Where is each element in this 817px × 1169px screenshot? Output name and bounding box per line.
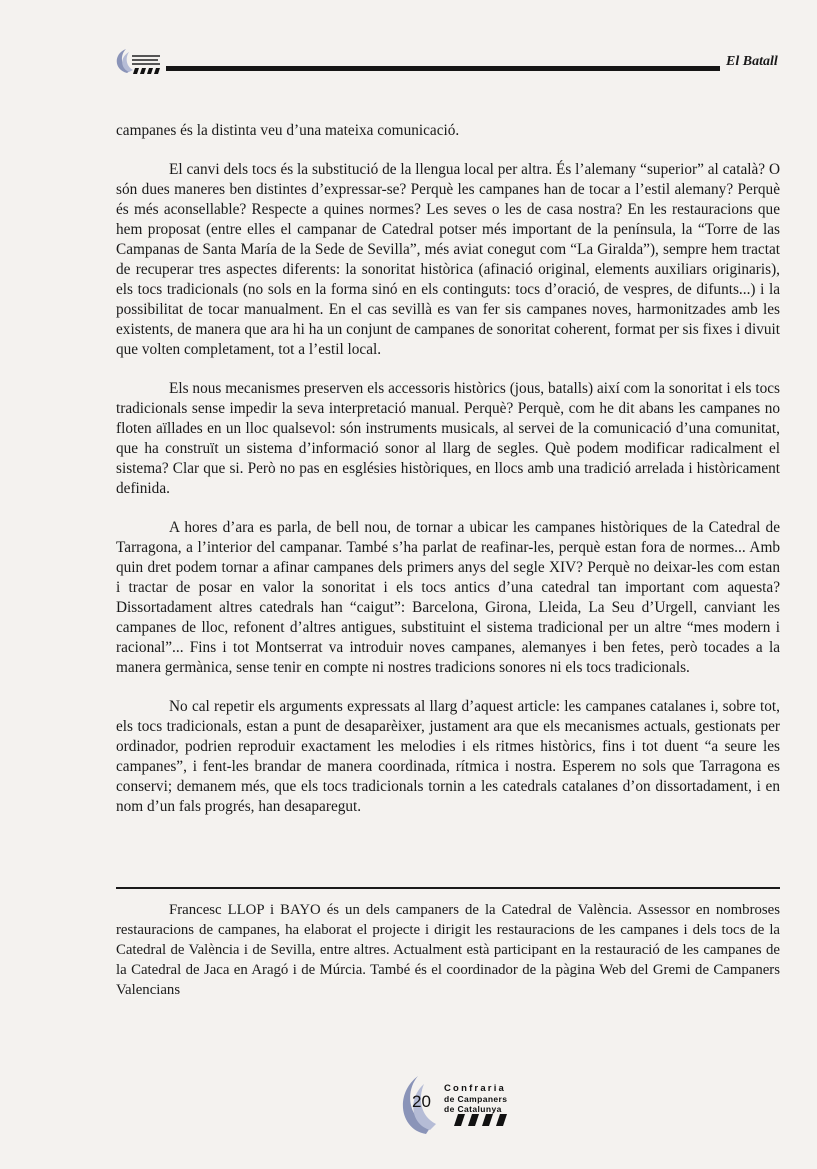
paragraph: A hores d’ara es parla, de bell nou, de tornar a ubicar les campanes històriques de la Catedral de Tarragona, a l’interior del campanar. També s’ha parlat de reafinar-les, perquè estan fora de normes... Amb quin dret podem tornar a afinar campanes dels primers anys del segle XIV? Perquè no deixar-les com estan i tractar de posar en valor la sonoritat i els tocs antics d’una catedral tan important com aquesta? Dissortadament altres catedrals han “caigut”: Barcelona, Girona, Lleida, La Seu d’Urgell, canviant les campanes de lloc, refonent d’altres antigues, substituint el sistema tradicional per un altre “mes modern i racional”... Fins i tot Montserrat va introduir noves campanes, alemanyes i ben fetes, però tocades a la manera germànica, sense tenir en compte ni nostres tradicions sonores ni els tocs tradicionals.	[116, 519, 780, 676]
paragraph: campanes és la distinta veu d’una mateixa comunicació.	[116, 122, 460, 139]
header-title: El Batall	[726, 54, 778, 69]
confraria-campaners-logo-icon	[112, 46, 168, 76]
stripes-icon	[452, 1114, 512, 1126]
org-line-2: de Campaners	[444, 1094, 508, 1104]
paragraph: Els nous mecanismes preserven els accessoris històrics (jous, batalls) així com la sonoritat i els tocs tradicionals sense impedir la seva interpretació manual. Perquè? Perquè, com he dit abans les campanes no floten aïllades en un lloc qualsevol: són instruments musicals, al servei de la comunicació d’una comunitat, que ha construït un sistema d’informació sonor al llarg de segles. Què podem modificar radicalment el sistema? Clar que si. Però no pas en esglésies històriques, en llocs amb una tradició arrelada i històricament definida.	[116, 380, 780, 497]
footer-org-name	[444, 1084, 507, 1114]
author-bio: Francesc LLOP i BAYO és un dels campaners de la Catedral de València. Assessor en nombroses restauracions de campanes, ha elaborat el projecte i dirigit les restauracions de les campanes i dels tocs de la Catedral de València i de Sevilla, entre altres. Actualment està participant en la restauració de les campanes de la Catedral de Jaca en Aragó i de Múrcia. També és el coordinador de la pàgina Web del Gremi de Campaners Valencians	[116, 902, 780, 998]
page-number: 20	[412, 1092, 431, 1111]
footer-logo	[396, 1072, 526, 1136]
org-line-3: de Catalunya	[444, 1104, 502, 1114]
bio-divider	[116, 887, 780, 889]
org-line-1: Confraria	[444, 1083, 507, 1094]
header-rule	[166, 66, 720, 71]
paragraph: No cal repetir els arguments expressats al llarg d’aquest article: les campanes catalanes i, sobre tot, els tocs tradicionals, estan a punt de desaparèixer, justament ara que els mecanismes actuals, gestionats per ordinador, podrien reproduir exactament les melodies i els ritmes històrics, fins i tot duent “a seure les campanes”, i fent-les brandar de manera coordinada, rítmica i nostra. Esperem no sols que Tarragona es conservi; demanem més, que els tocs tradicionals tornin a les catedrals catalanes d’on dissortadament, i en nom d’un fals progrés, han desaparegut.	[116, 698, 780, 815]
article-body	[116, 121, 780, 836]
paragraph: El canvi dels tocs és la substitució de la llengua local per altra. És l’alemany “superior” al català? O són dues maneres ben distintes d’expressar-se? Perquè les campanes han de tocar a l’estil alemany? Perquè és més aconsellable? Respecte a quines normes? Les seves o les de casa nostra? En les restauracions que hem proposat (entre elles el campanar de Catedral potser més important de la península, la “Torre de las Campanas de Santa María de la Sede de Sevilla”, més aviat conegut com “La Giralda”), sempre hem tractat de recuperar tres aspectes diferents: la sonoritat històrica (afinació original, elements auxiliars originaris), els tocs tradicionals (no sols en la forma sinó en els continguts: tocs d’oració, de vespres, de difunts...) i la possibilitat de tocar manualment. En el cas sevillà es van fer sis campanes noves, harmonitzades amb les existents, de manera que ara hi ha un conjunt de campanes de sonoritat coherent, format per sis fixes i divuit que volten completament, tot a l’estil local.	[116, 161, 780, 358]
